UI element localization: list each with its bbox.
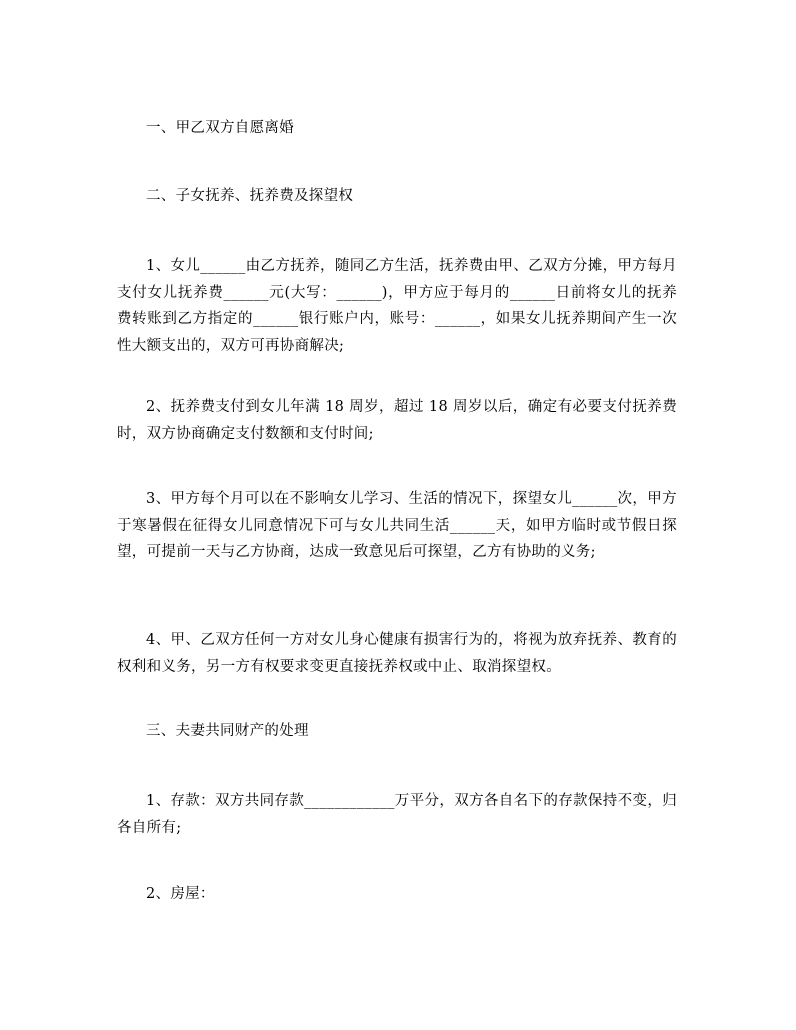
- section3-item1-paragraph: 1、存款：双方共同存款____________万平分，双方各自名下的存款保持不变，归各自所有;: [117, 793, 677, 836]
- section3-item2-paragraph: 2、房屋：: [146, 886, 215, 902]
- section2-item4-paragraph: 4、甲、乙双方任何一方对女儿身心健康有损害行为的，将视为放弃抚养、教育的权利和义务，另一方有权要求变更直接抚养权或中止、取消探望权。: [117, 632, 677, 675]
- section2-item2-paragraph: 2、抚养费支付到女儿年满 18 周岁，超过 18 周岁以后，确定有必要支付抚养费时，双方协商确定支付数额和支付时间;: [117, 399, 677, 442]
- section1-heading: 一、甲乙双方自愿离婚: [146, 120, 294, 136]
- section2-item1-paragraph: 1、女儿______由乙方抚养，随同乙方生活，抚养费由甲、乙双方分摊，甲方每月支付女儿抚养费______元(大写：______)，甲方应于每月的______日前将女儿的抚养费转账到乙方指定的______银行账户内，账号：______，如果女儿抚养期间产生一次性大额支出的，双方可再协商解决;: [117, 258, 677, 354]
- section3-heading: 三、夫妻共同财产的处理: [146, 723, 309, 739]
- section2-heading: 二、子女抚养、抚养费及探望权: [146, 188, 354, 204]
- section2-item3-paragraph: 3、甲方每个月可以在不影响女儿学习、生活的情况下，探望女儿______次，甲方于寒暑假在征得女儿同意情况下可与女儿共同生活______天，如甲方临时或节假日探望，可提前一天与乙方协商，达成一致意见后可探望，乙方有协助的义务;: [117, 491, 677, 560]
